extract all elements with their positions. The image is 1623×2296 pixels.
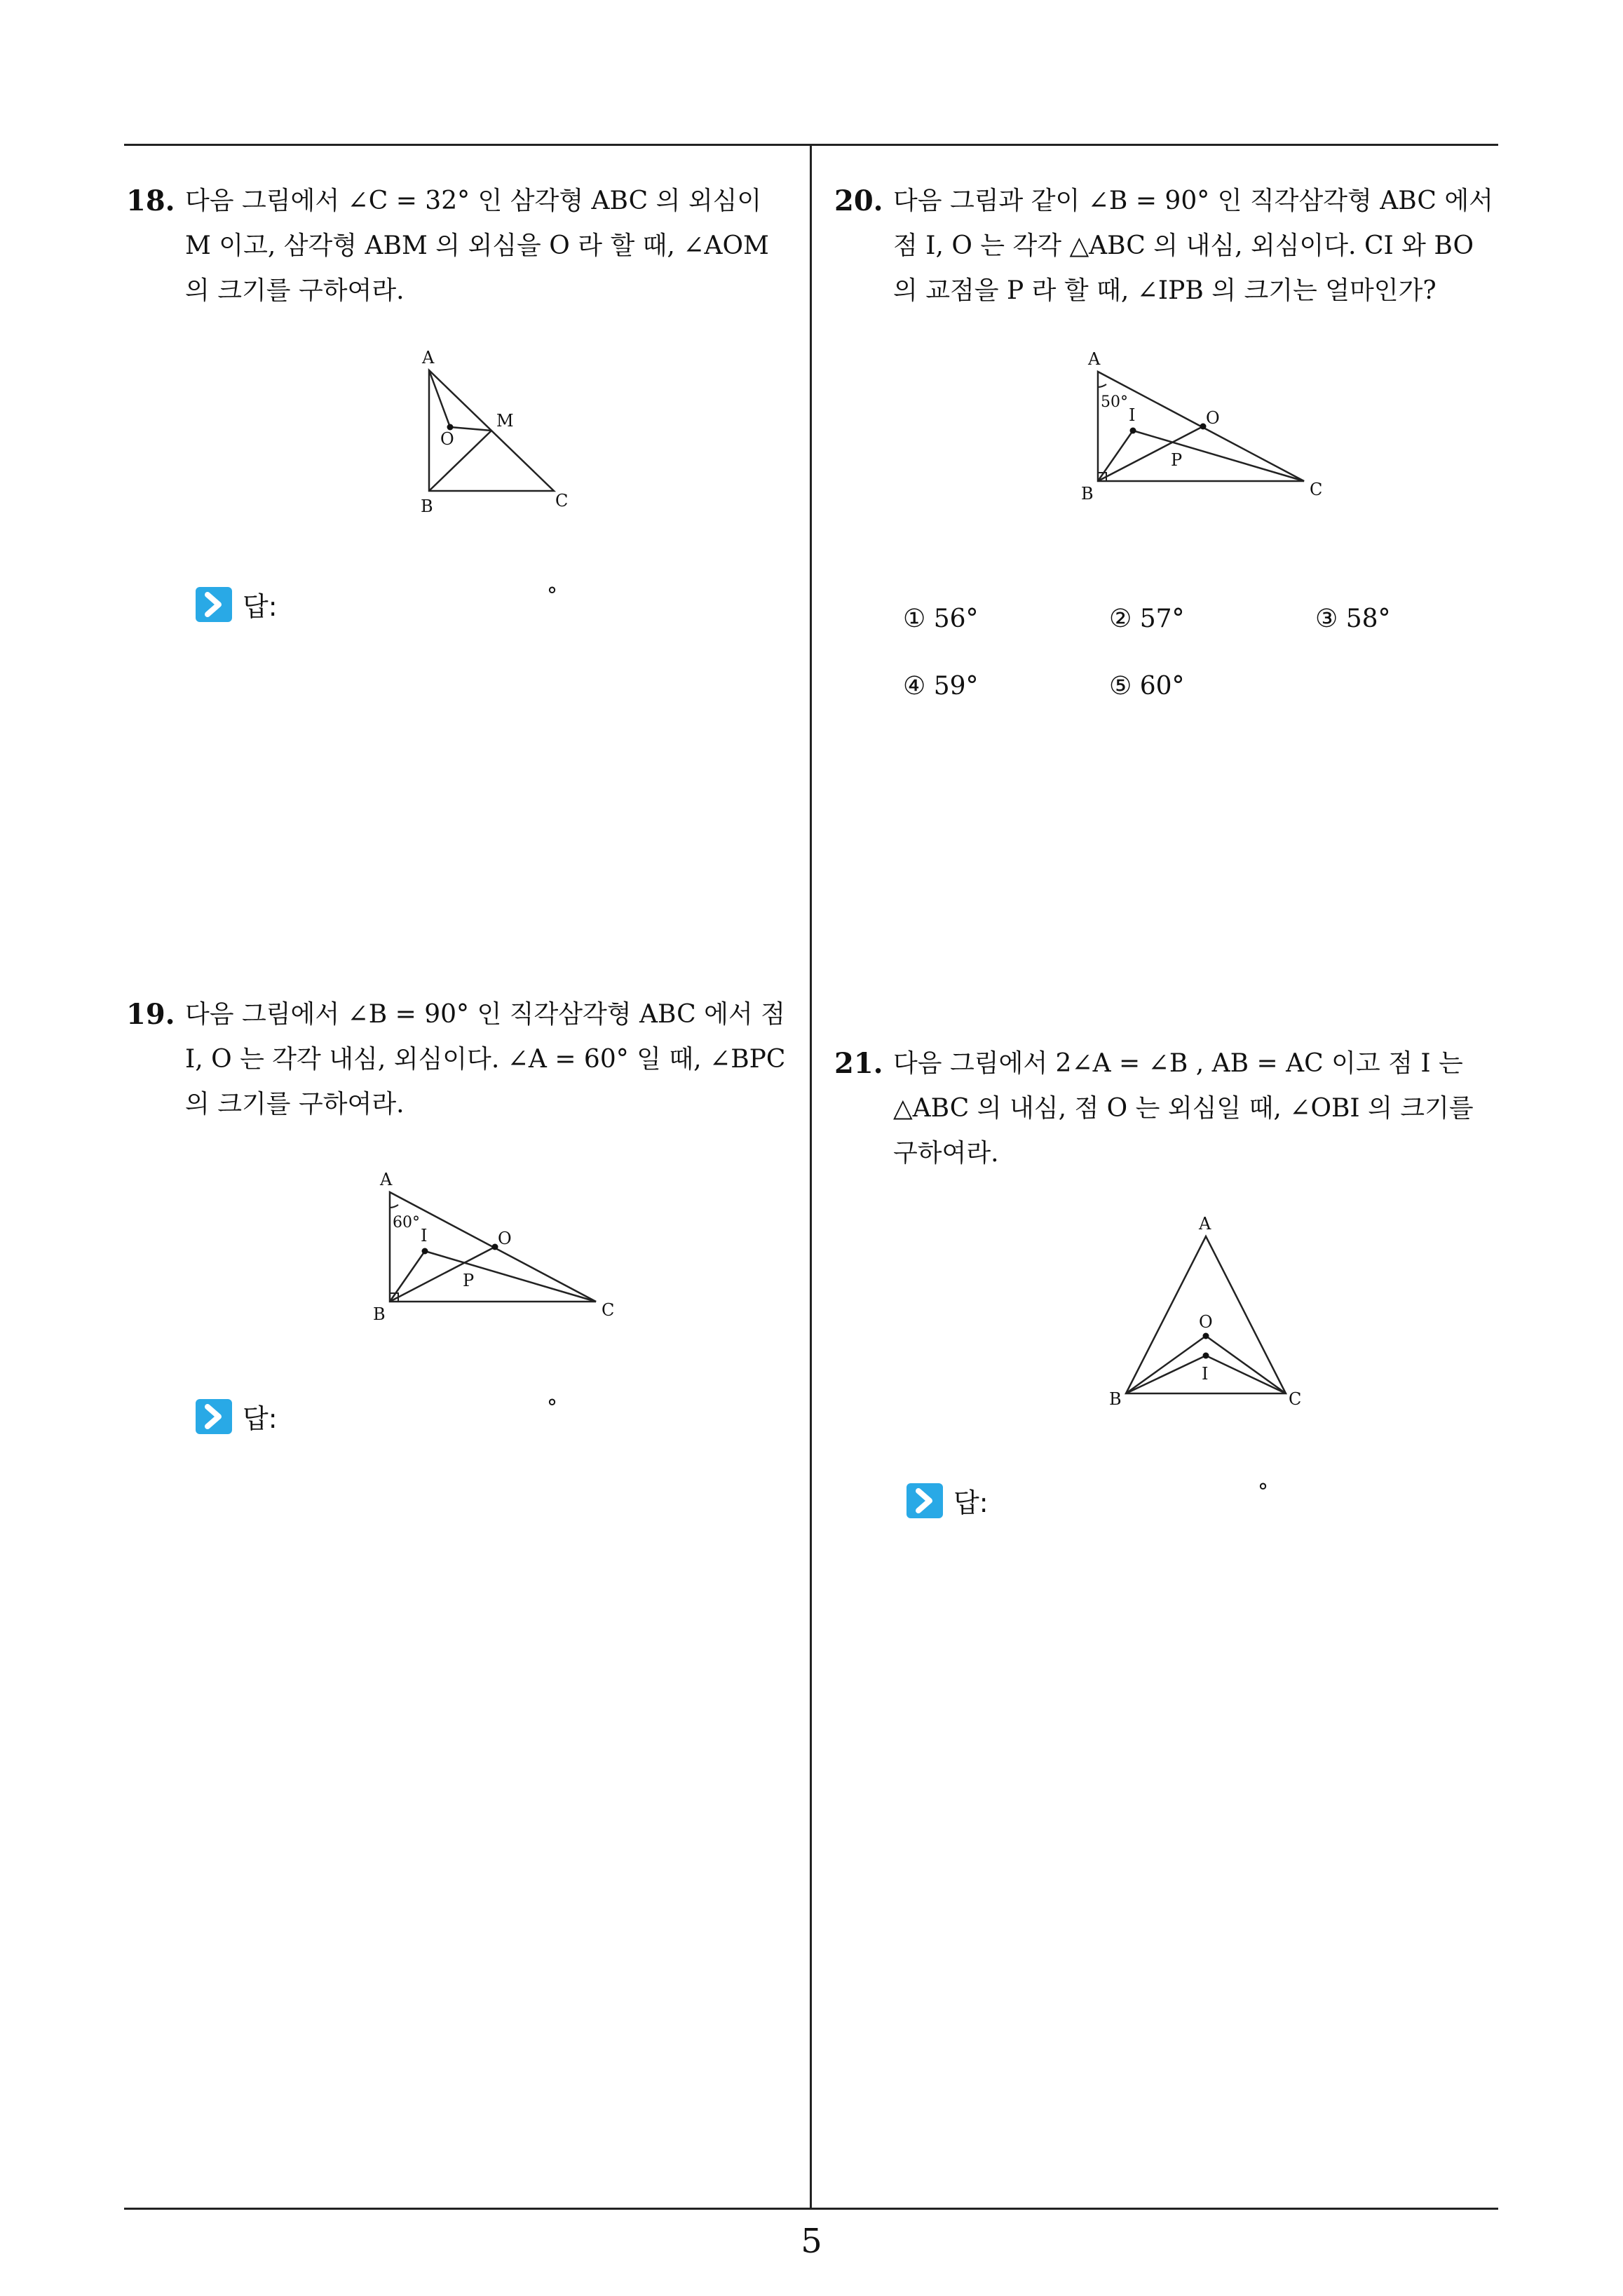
- page-number: 5: [801, 2222, 822, 2261]
- label-angle-a: 50°: [1101, 393, 1128, 411]
- segment-bi: [1126, 1356, 1209, 1393]
- choice-2[interactable]: ② 57°: [1109, 605, 1185, 633]
- label-a: A: [380, 1170, 393, 1189]
- label-i: I: [1202, 1364, 1209, 1384]
- segment-bi: [1098, 431, 1133, 481]
- segment-ic: [425, 1251, 596, 1302]
- label-b: B: [1109, 1389, 1122, 1409]
- label-b: B: [373, 1304, 386, 1324]
- figure-18: [407, 344, 589, 519]
- segment-bi: [390, 1251, 425, 1302]
- point-i: [1203, 1353, 1209, 1359]
- label-o: O: [1206, 408, 1220, 428]
- problem-text: 다음 그림에서 ∠B = 90° 인 직각삼각형 ABC 에서 점 I, O 는 각각 내심, 외심이다. ∠A = 60° 일 때, ∠BPC 의 크기를 구하여라.: [185, 1000, 786, 1119]
- problem-text: 다음 그림에서 ∠C = 32° 인 삼각형 ABC 의 외심이 M 이고, 삼각형 ABM 의 외심을 O 라 할 때, ∠AOM 의 크기를 구하여라.: [185, 187, 769, 305]
- choice-5[interactable]: ⑤ 60°: [1109, 672, 1185, 701]
- answer-arrow-icon: [195, 586, 233, 623]
- problem-number: 20.: [834, 184, 883, 217]
- label-i: I: [1129, 405, 1136, 425]
- label-c: C: [555, 491, 569, 511]
- point-i: [1130, 428, 1136, 434]
- label-c: C: [602, 1300, 615, 1320]
- segment-ao: [429, 370, 450, 427]
- answer-label: 답:: [953, 1487, 989, 1518]
- segment-bo: [1126, 1336, 1209, 1393]
- label-i: I: [421, 1226, 428, 1245]
- problem-text: 다음 그림에서 2∠A = ∠B , AB = AC 이고 점 I 는 △ABC 의 내심, 점 O 는 외심일 때, ∠OBI 의 크기를 구하여라.: [893, 1049, 1474, 1168]
- label-c: C: [1310, 480, 1323, 499]
- label-a: A: [1199, 1214, 1211, 1234]
- choice-4[interactable]: ④ 59°: [903, 672, 979, 701]
- label-angle-a: 60°: [393, 1214, 420, 1231]
- segment-ic: [1206, 1356, 1286, 1393]
- choice-3[interactable]: ③ 58°: [1315, 605, 1391, 633]
- figure-20: [1073, 344, 1339, 512]
- choice-1[interactable]: ① 56°: [903, 605, 979, 633]
- label-o: O: [1199, 1312, 1213, 1332]
- problem-text: 다음 그림과 같이 ∠B = 90° 인 직각삼각형 ABC 에서 점 I, O 는 각각 △ABC 의 내심, 외심이다. CI 와 BO 의 교점을 P 라 할 때, ∠IPB 의 크기는 얼마인가?: [893, 187, 1493, 305]
- point-o: [1203, 1333, 1209, 1339]
- angle-arc-a: [1098, 384, 1106, 387]
- segment-bo: [1098, 426, 1203, 481]
- angle-arc-a: [390, 1205, 398, 1208]
- column-divider: [810, 144, 812, 2209]
- segment-bo: [390, 1247, 495, 1302]
- answer-unit: °: [547, 583, 557, 608]
- figure-19: [365, 1164, 631, 1332]
- label-p: P: [1171, 450, 1183, 470]
- bottom-rule: [124, 2208, 1498, 2210]
- label-o: O: [498, 1229, 512, 1248]
- answer-arrow-icon: [195, 1398, 233, 1435]
- answer-unit: °: [547, 1396, 557, 1420]
- problem-number: 21.: [834, 1047, 883, 1080]
- answer-label: 답:: [243, 591, 278, 622]
- answer-label: 답:: [243, 1403, 278, 1434]
- problem-number: 19.: [126, 998, 175, 1031]
- label-b: B: [1081, 484, 1094, 504]
- label-b: B: [421, 497, 433, 516]
- figure-21: [1101, 1210, 1311, 1420]
- problem-number: 18.: [126, 184, 175, 217]
- point-i: [422, 1248, 428, 1255]
- answer-19[interactable]: [195, 1396, 588, 1438]
- label-a: A: [422, 348, 435, 367]
- label-m: M: [496, 411, 514, 431]
- segment-ic: [1133, 431, 1304, 481]
- label-o: O: [440, 429, 454, 449]
- label-p: P: [463, 1271, 475, 1290]
- label-c: C: [1289, 1389, 1302, 1409]
- answer-18[interactable]: [195, 583, 588, 626]
- answer-21[interactable]: [906, 1480, 1298, 1522]
- answer-arrow-icon: [906, 1483, 944, 1519]
- segment-oc: [1206, 1336, 1286, 1393]
- answer-unit: °: [1258, 1480, 1268, 1504]
- segment-om: [450, 427, 491, 431]
- label-a: A: [1088, 349, 1101, 369]
- segment-bm: [429, 431, 491, 491]
